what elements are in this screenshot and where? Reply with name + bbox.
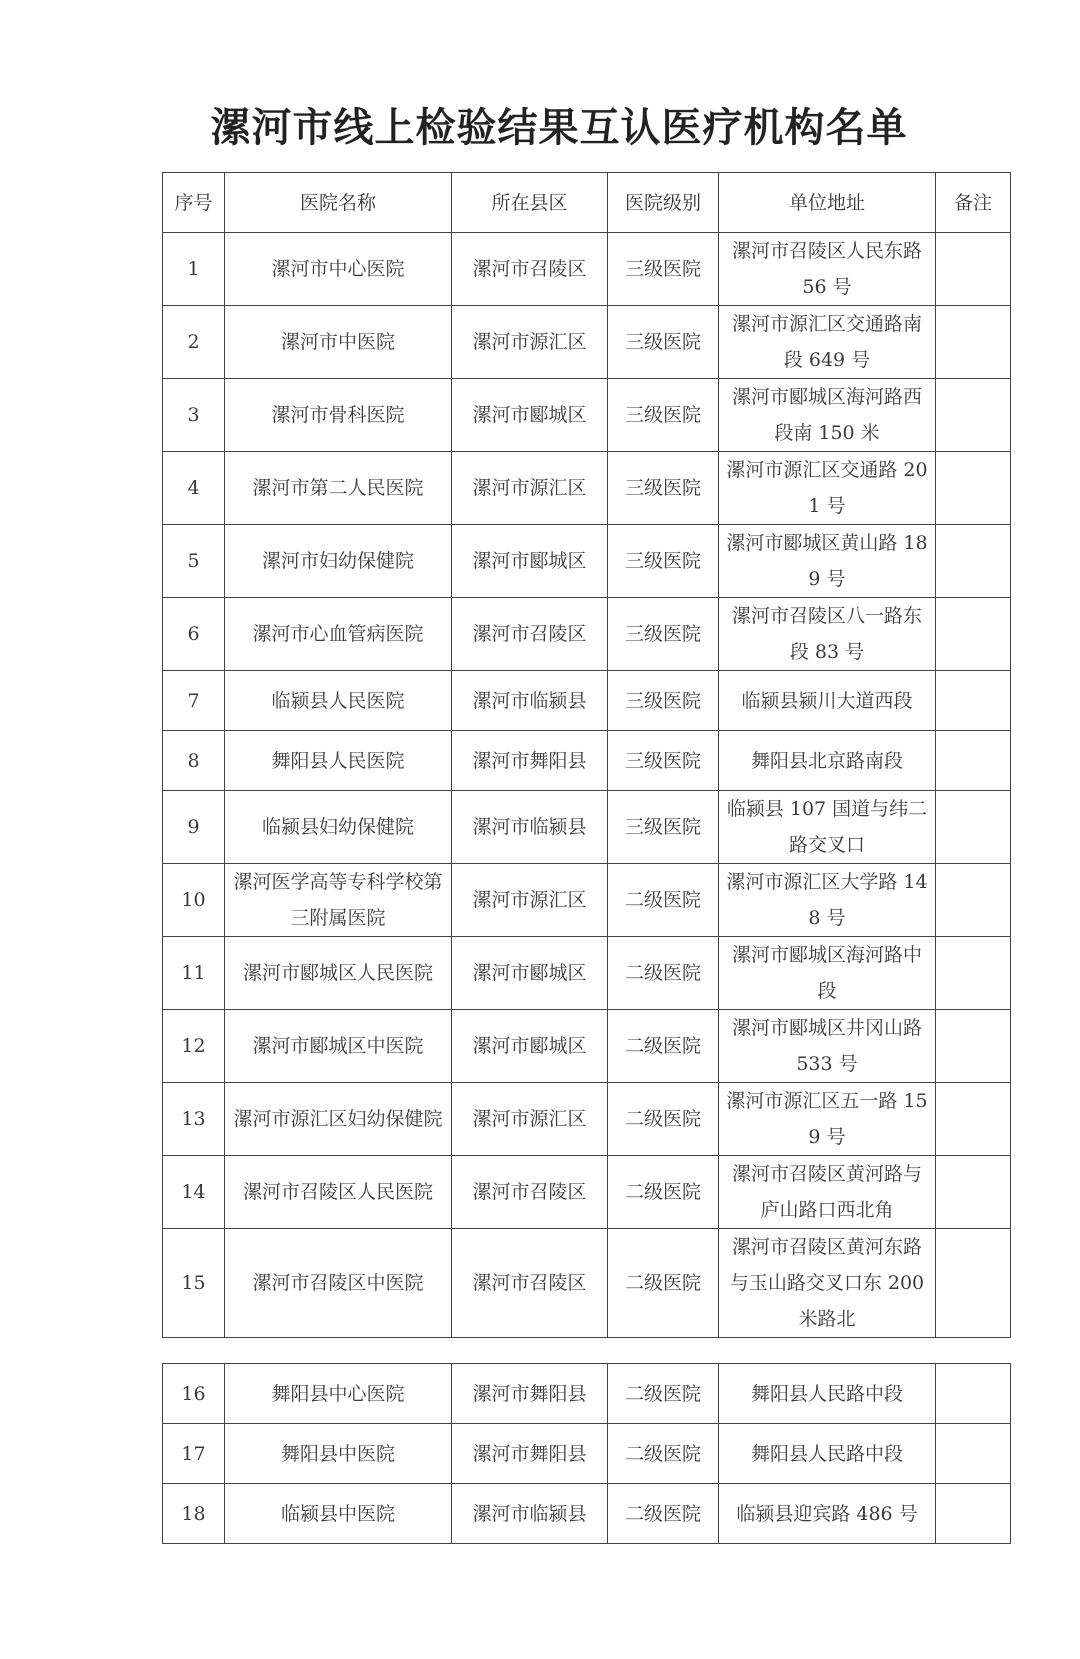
- table-row: [163, 1364, 1011, 1424]
- table-row: [163, 731, 1011, 791]
- cell-address: 漯河市源汇区交通路 201 号: [719, 452, 936, 525]
- cell-district: 漯河市郾城区: [452, 937, 608, 1010]
- cell-hospital-name: 漯河市召陵区人民医院: [225, 1156, 452, 1229]
- cell-note: [936, 379, 1011, 452]
- cell-district: 漯河市召陵区: [452, 233, 608, 306]
- cell-level: 三级医院: [608, 233, 719, 306]
- cell-number: 9: [163, 791, 225, 864]
- cell-level: 二级医院: [608, 1424, 719, 1484]
- cell-level: 三级医院: [608, 306, 719, 379]
- table-row: [163, 1484, 1011, 1544]
- cell-note: [936, 731, 1011, 791]
- table-row: [163, 1424, 1011, 1484]
- cell-note: [936, 791, 1011, 864]
- cell-address: 漯河市郾城区海河路西段南 150 米: [719, 379, 936, 452]
- cell-district: 漯河市源汇区: [452, 452, 608, 525]
- cell-level: 三级医院: [608, 598, 719, 671]
- cell-number: 15: [163, 1229, 225, 1338]
- cell-address: 临颍县 107 国道与纬二路交叉口: [719, 791, 936, 864]
- table-row: [163, 1010, 1011, 1083]
- cell-note: [936, 1010, 1011, 1083]
- cell-number: 1: [163, 233, 225, 306]
- cell-note: [936, 598, 1011, 671]
- cell-number: 2: [163, 306, 225, 379]
- cell-address: 漯河市源汇区交通路南段 649 号: [719, 306, 936, 379]
- cell-address: 漯河市召陵区八一路东段 83 号: [719, 598, 936, 671]
- cell-hospital-name: 漯河市中心医院: [225, 233, 452, 306]
- cell-level: 二级医院: [608, 1156, 719, 1229]
- table-header-row: [163, 173, 1011, 233]
- cell-level: 三级医院: [608, 731, 719, 791]
- cell-address: 舞阳县北京路南段: [719, 731, 936, 791]
- cell-number: 8: [163, 731, 225, 791]
- header-level: 医院级别: [608, 173, 719, 233]
- table-row: [163, 1083, 1011, 1156]
- cell-number: 7: [163, 671, 225, 731]
- cell-hospital-name: 漯河市第二人民医院: [225, 452, 452, 525]
- cell-level: 二级医院: [608, 1229, 719, 1338]
- table-row: [163, 791, 1011, 864]
- cell-level: 二级医院: [608, 1010, 719, 1083]
- cell-level: 三级医院: [608, 791, 719, 864]
- cell-district: 漯河市源汇区: [452, 306, 608, 379]
- institution-table-continued: [162, 1363, 1011, 1544]
- document-title: 漯河市线上检验结果互认医疗机构名单: [210, 105, 908, 151]
- cell-district: 漯河市郾城区: [452, 525, 608, 598]
- table-row: [163, 598, 1011, 671]
- table-row: [163, 452, 1011, 525]
- cell-level: 三级医院: [608, 671, 719, 731]
- cell-district: 漯河市召陵区: [452, 598, 608, 671]
- cell-address: 舞阳县人民路中段: [719, 1424, 936, 1484]
- cell-note: [936, 1229, 1011, 1338]
- cell-level: 二级医院: [608, 864, 719, 937]
- cell-note: [936, 1424, 1011, 1484]
- cell-number: 14: [163, 1156, 225, 1229]
- cell-level: 三级医院: [608, 525, 719, 598]
- header-note: 备注: [936, 173, 1011, 233]
- cell-number: 12: [163, 1010, 225, 1083]
- cell-level: 三级医院: [608, 379, 719, 452]
- cell-address: 漯河市源汇区五一路 159 号: [719, 1083, 936, 1156]
- cell-note: [936, 525, 1011, 598]
- cell-hospital-name: 临颍县妇幼保健院: [225, 791, 452, 864]
- cell-level: 三级医院: [608, 452, 719, 525]
- cell-hospital-name: 临颍县人民医院: [225, 671, 452, 731]
- cell-number: 11: [163, 937, 225, 1010]
- header-address: 单位地址: [719, 173, 936, 233]
- cell-number: 5: [163, 525, 225, 598]
- cell-note: [936, 306, 1011, 379]
- cell-address: 漯河市郾城区黄山路 189 号: [719, 525, 936, 598]
- cell-district: 漯河市郾城区: [452, 379, 608, 452]
- table-row: [163, 306, 1011, 379]
- cell-number: 6: [163, 598, 225, 671]
- cell-address: 漯河市郾城区井冈山路 533 号: [719, 1010, 936, 1083]
- cell-hospital-name: 漯河市妇幼保健院: [225, 525, 452, 598]
- cell-number: 4: [163, 452, 225, 525]
- cell-number: 17: [163, 1424, 225, 1484]
- table-row: [163, 671, 1011, 731]
- header-district: 所在县区: [452, 173, 608, 233]
- cell-note: [936, 233, 1011, 306]
- cell-address: 临颍县迎宾路 486 号: [719, 1484, 936, 1544]
- cell-address: 漯河市郾城区海河路中段: [719, 937, 936, 1010]
- header-number: 序号: [163, 173, 225, 233]
- cell-note: [936, 1156, 1011, 1229]
- cell-hospital-name: 漯河市召陵区中医院: [225, 1229, 452, 1338]
- cell-address: 漯河市源汇区大学路 148 号: [719, 864, 936, 937]
- cell-district: 漯河市临颍县: [452, 791, 608, 864]
- cell-address: 漯河市召陵区人民东路 56 号: [719, 233, 936, 306]
- cell-district: 漯河市舞阳县: [452, 731, 608, 791]
- cell-level: 二级医院: [608, 937, 719, 1010]
- cell-level: 二级医院: [608, 1364, 719, 1424]
- cell-note: [936, 452, 1011, 525]
- table-body-continued: [163, 1364, 1011, 1544]
- cell-district: 漯河市召陵区: [452, 1156, 608, 1229]
- cell-address: 漯河市召陵区黄河东路与玉山路交叉口东 200 米路北: [719, 1229, 936, 1338]
- cell-note: [936, 1484, 1011, 1544]
- cell-district: 漯河市临颍县: [452, 1484, 608, 1544]
- cell-district: 漯河市舞阳县: [452, 1364, 608, 1424]
- cell-note: [936, 1364, 1011, 1424]
- cell-number: 18: [163, 1484, 225, 1544]
- cell-number: 16: [163, 1364, 225, 1424]
- table-row: [163, 1229, 1011, 1338]
- table-row: [163, 937, 1011, 1010]
- table-row: [163, 233, 1011, 306]
- header-hospital-name: 医院名称: [225, 173, 452, 233]
- cell-address: 临颍县颍川大道西段: [719, 671, 936, 731]
- cell-district: 漯河市源汇区: [452, 864, 608, 937]
- cell-hospital-name: 舞阳县中医院: [225, 1424, 452, 1484]
- cell-number: 13: [163, 1083, 225, 1156]
- cell-note: [936, 671, 1011, 731]
- cell-address: 舞阳县人民路中段: [719, 1364, 936, 1424]
- cell-hospital-name: 漯河市郾城区人民医院: [225, 937, 452, 1010]
- table-row: [163, 379, 1011, 452]
- cell-note: [936, 937, 1011, 1010]
- cell-hospital-name: 临颍县中医院: [225, 1484, 452, 1544]
- cell-district: 漯河市舞阳县: [452, 1424, 608, 1484]
- cell-hospital-name: 漯河市中医院: [225, 306, 452, 379]
- cell-level: 二级医院: [608, 1083, 719, 1156]
- cell-district: 漯河市临颍县: [452, 671, 608, 731]
- cell-address: 漯河市召陵区黄河路与庐山路口西北角: [719, 1156, 936, 1229]
- table-body: [163, 233, 1011, 1338]
- cell-hospital-name: 漯河市郾城区中医院: [225, 1010, 452, 1083]
- cell-hospital-name: 漯河市源汇区妇幼保健院: [225, 1083, 452, 1156]
- cell-hospital-name: 漯河市骨科医院: [225, 379, 452, 452]
- cell-district: 漯河市郾城区: [452, 1010, 608, 1083]
- institution-table: [162, 172, 1011, 1338]
- cell-number: 3: [163, 379, 225, 452]
- cell-level: 二级医院: [608, 1484, 719, 1544]
- cell-number: 10: [163, 864, 225, 937]
- cell-note: [936, 864, 1011, 937]
- table-row: [163, 1156, 1011, 1229]
- cell-hospital-name: 漯河市心血管病医院: [225, 598, 452, 671]
- cell-hospital-name: 漯河医学高等专科学校第三附属医院: [225, 864, 452, 937]
- cell-note: [936, 1083, 1011, 1156]
- cell-hospital-name: 舞阳县中心医院: [225, 1364, 452, 1424]
- table-row: [163, 864, 1011, 937]
- cell-district: 漯河市源汇区: [452, 1083, 608, 1156]
- cell-hospital-name: 舞阳县人民医院: [225, 731, 452, 791]
- table-row: [163, 525, 1011, 598]
- cell-district: 漯河市召陵区: [452, 1229, 608, 1338]
